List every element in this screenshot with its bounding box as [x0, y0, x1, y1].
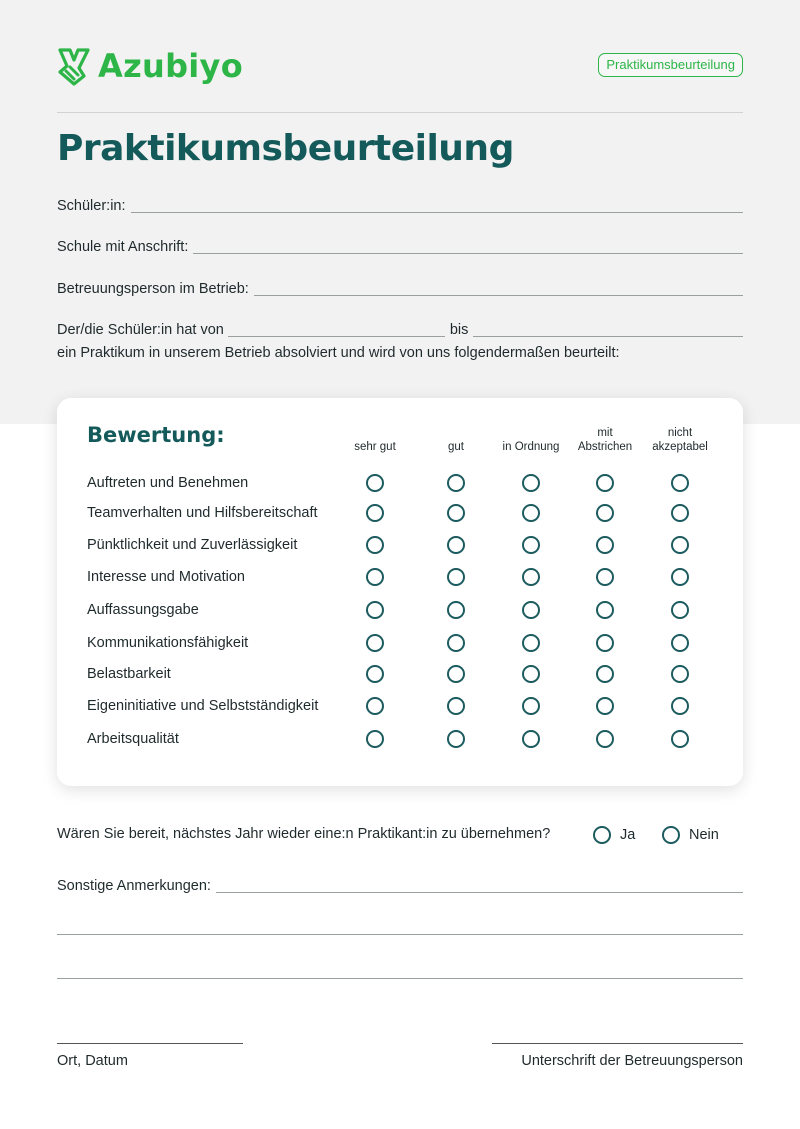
- student-field[interactable]: [57, 198, 743, 214]
- brand-name: Azubiyo: [98, 47, 243, 85]
- rating-radio[interactable]: [596, 634, 614, 652]
- rating-radio[interactable]: [522, 601, 540, 619]
- rating-radio[interactable]: [447, 697, 465, 715]
- place-date-label: Ort, Datum: [57, 1053, 128, 1069]
- header-divider: [57, 112, 743, 113]
- rating-radio[interactable]: [366, 697, 384, 715]
- school-field[interactable]: [57, 239, 743, 255]
- criterion-label: Auffassungsgabe: [87, 602, 199, 618]
- rating-radio[interactable]: [366, 474, 384, 492]
- place-date-line[interactable]: [57, 1043, 243, 1044]
- rating-radio[interactable]: [596, 568, 614, 586]
- rating-radio[interactable]: [522, 568, 540, 586]
- remarks-field[interactable]: [57, 878, 743, 894]
- rating-radio[interactable]: [522, 665, 540, 683]
- rating-radio[interactable]: [522, 697, 540, 715]
- criterion-label: Teamverhalten und Hilfsbereitschaft: [87, 505, 318, 521]
- criterion-label: Auftreten und Benehmen: [87, 475, 249, 491]
- rating-radio[interactable]: [671, 634, 689, 652]
- criterion-label: Belastbarkeit: [87, 666, 171, 682]
- rating-radio[interactable]: [596, 730, 614, 748]
- rating-card: [57, 398, 743, 786]
- rating-radio[interactable]: [366, 601, 384, 619]
- rating-radio[interactable]: [366, 634, 384, 652]
- azubiyo-logo-icon: [57, 46, 91, 86]
- column-header-line1: mit: [597, 427, 613, 439]
- period-mid-label: bis: [449, 322, 469, 338]
- remarks-input-line[interactable]: [216, 891, 743, 893]
- page-title: Praktikumsbeurteilung: [57, 128, 514, 169]
- rating-radio[interactable]: [447, 730, 465, 748]
- option-no[interactable]: [662, 826, 719, 844]
- signature-label: Unterschrift der Betreuungsperson: [521, 1053, 743, 1069]
- rating-radio[interactable]: [447, 665, 465, 683]
- period-to-input-line[interactable]: [473, 336, 743, 337]
- column-header-line2: akzeptabel: [652, 441, 708, 453]
- rating-radio[interactable]: [596, 697, 614, 715]
- signature-line[interactable]: [492, 1043, 743, 1044]
- remarks-line-3[interactable]: [57, 978, 743, 979]
- rating-radio[interactable]: [522, 730, 540, 748]
- supervisor-field[interactable]: [57, 281, 743, 297]
- rating-radio[interactable]: [596, 536, 614, 554]
- period-suffix-text: ein Praktikum in unserem Betrieb absolviert und wird von uns folgendermaßen beurteilt:: [57, 345, 620, 361]
- supervisor-input-line[interactable]: [254, 294, 743, 296]
- student-input-line[interactable]: [131, 211, 743, 213]
- rating-column-header: [635, 426, 725, 454]
- radio-yes[interactable]: [593, 826, 611, 844]
- column-header-line2: in Ordnung: [502, 441, 560, 453]
- rating-radio[interactable]: [447, 601, 465, 619]
- column-header-line2: sehr gut: [354, 441, 396, 453]
- rating-radio[interactable]: [447, 504, 465, 522]
- rating-radio[interactable]: [671, 601, 689, 619]
- rating-radio[interactable]: [596, 504, 614, 522]
- rating-radio[interactable]: [522, 474, 540, 492]
- rating-radio[interactable]: [447, 568, 465, 586]
- supervisor-label: Betreuungsperson im Betrieb:: [57, 281, 249, 297]
- rating-radio[interactable]: [671, 536, 689, 554]
- period-prefix-label: Der/die Schüler:in hat von: [57, 322, 224, 338]
- rating-radio[interactable]: [671, 665, 689, 683]
- rating-radio[interactable]: [447, 634, 465, 652]
- rating-column-header: [330, 426, 420, 454]
- radio-no[interactable]: [662, 826, 680, 844]
- criterion-label: Interesse und Motivation: [87, 569, 245, 585]
- period-field: [57, 322, 743, 361]
- rating-radio[interactable]: [596, 474, 614, 492]
- column-header-line2: Abstrichen: [577, 441, 633, 453]
- rating-radio[interactable]: [671, 504, 689, 522]
- rating-radio[interactable]: [447, 474, 465, 492]
- criterion-label: Arbeitsqualität: [87, 731, 179, 747]
- period-from-input-line[interactable]: [228, 336, 445, 337]
- remarks-line-2[interactable]: [57, 934, 743, 935]
- rating-radio[interactable]: [596, 665, 614, 683]
- rating-title: Bewertung:: [87, 423, 225, 447]
- rating-radio[interactable]: [596, 601, 614, 619]
- rating-radio[interactable]: [366, 730, 384, 748]
- document-badge: Praktikumsbeurteilung: [598, 53, 743, 77]
- rating-radio[interactable]: [671, 568, 689, 586]
- criterion-label: Kommunikationsfähigkeit: [87, 635, 249, 651]
- rating-radio[interactable]: [671, 474, 689, 492]
- question-text: Wären Sie bereit, nächstes Jahr wieder eine:n Praktikant:in zu übernehmen?: [57, 826, 551, 842]
- column-header-line1: nicht: [667, 427, 693, 439]
- rating-radio[interactable]: [366, 536, 384, 554]
- school-input-line[interactable]: [193, 252, 743, 254]
- column-header-line2: gut: [448, 441, 464, 453]
- rating-radio[interactable]: [447, 536, 465, 554]
- rating-radio[interactable]: [366, 568, 384, 586]
- criterion-label: Eigeninitiative und Selbstständigkeit: [87, 698, 319, 714]
- rating-radio[interactable]: [366, 665, 384, 683]
- rating-radio[interactable]: [522, 634, 540, 652]
- rating-radio[interactable]: [671, 730, 689, 748]
- brand-logo: [57, 46, 243, 86]
- option-no-label: Nein: [689, 827, 719, 843]
- rating-radio[interactable]: [366, 504, 384, 522]
- school-label: Schule mit Anschrift:: [57, 239, 189, 255]
- rating-radio[interactable]: [671, 697, 689, 715]
- option-yes[interactable]: [593, 826, 635, 844]
- option-yes-label: Ja: [620, 827, 636, 843]
- rating-radio[interactable]: [522, 504, 540, 522]
- rating-radio[interactable]: [522, 536, 540, 554]
- student-label: Schüler:in:: [57, 198, 126, 214]
- remarks-label: Sonstige Anmerkungen:: [57, 878, 211, 894]
- criterion-label: Pünktlichkeit und Zuverlässigkeit: [87, 537, 298, 553]
